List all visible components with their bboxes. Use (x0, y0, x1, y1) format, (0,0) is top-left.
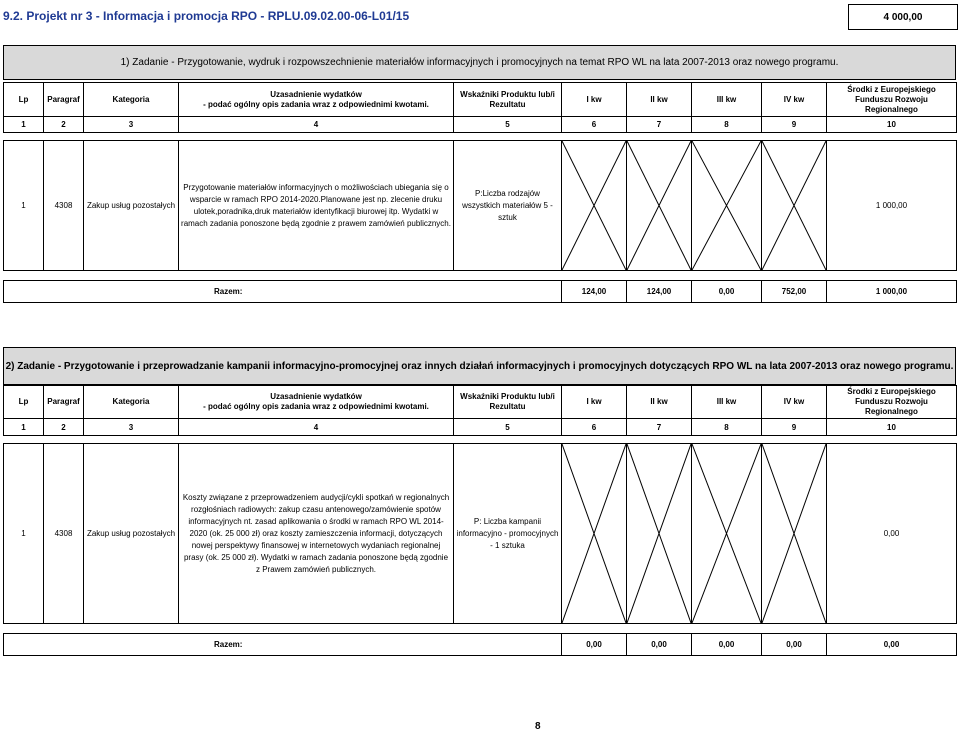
header-wskazniki-line2: Rezultatu (489, 402, 526, 411)
row-opis: Przygotowanie materiałów informacyjnych o możliwościach ubiegania się o wsparcie w ramach RPO 2014-2020.Planowane jest np. zlecenie druku ulotek,poradnika,druk materiałów identyfikacji biurowej itp. Wydatki w ramach zadania ponoszone będą zgodnie z prawem zamówień publicznych. (179, 141, 454, 271)
spacer-row (4, 436, 957, 444)
header-q2: II kw (627, 386, 692, 419)
col-num-10: 10 (827, 117, 957, 133)
header-srodki-line1: Środki z Europejskiego (847, 84, 936, 94)
crossed-cell-q2 (627, 444, 692, 624)
header-q2: II kw (627, 83, 692, 117)
header-kategoria: Kategoria (84, 386, 179, 419)
row-paragraf: 4308 (44, 141, 84, 271)
razem-q4: 752,00 (762, 281, 827, 303)
col-num-5: 5 (454, 419, 562, 436)
header-wskazniki-line2: Rezultatu (489, 99, 526, 109)
header-srodki-line3: Regionalnego (865, 104, 918, 114)
column-number-row (4, 117, 957, 133)
crossed-cell-q1 (562, 444, 627, 624)
header-q4: IV kw (762, 83, 827, 117)
row-kategoria: Zakup usług pozostałych (84, 141, 179, 271)
header-srodki (827, 83, 957, 117)
col-num-2: 2 (44, 419, 84, 436)
header-srodki-line2: Funduszu Rozwoju (855, 94, 928, 104)
header-uzasadnienie-line2: - podać ogólny opis zadania wraz z odpowiednimi kwotami. (203, 99, 429, 109)
spacer-row (4, 624, 957, 634)
task-2-label: 2) Zadanie - Przygotowanie i przeprowadzanie kampanii informacyjno-promocyjnej oraz innych działań informacyjnych i promocyjnych dotyczących RPO WL na lata 2007-2013 oraz nowego programu. (5, 360, 954, 372)
header-q4: IV kw (762, 386, 827, 419)
col-num-1: 1 (4, 419, 44, 436)
header-q1: I kw (562, 83, 627, 117)
header-uzasadnienie-line2: - podać ogólny opis zadania wraz z odpowiednimi kwotami. (203, 402, 429, 411)
col-num-7: 7 (627, 117, 692, 133)
razem-q1: 124,00 (562, 281, 627, 303)
razem-total: 0,00 (827, 634, 957, 656)
header-uzasadnienie-line1: Uzasadnienie wydatków (270, 89, 362, 99)
row-opis: Koszty związane z przeprowadzeniem audycji/cykli spotkań w regionalnych rozgłośniach radiowych: zakup czasu antenowego/zamówienie spotów informacyjnych nt. zasad aplikowania o środki w ramach RPO WL 2014-2020 (ok. 25 000 zł) oraz koszty zamieszczenia informacji, dotyczących nowej perspektywy finansowej w internetowych wydaniach regionalnej prasy (ok. 25 000 zł). Wydatki w ramach zadania ponoszone będą zgodnie z Prawem zamówień publicznych. (179, 444, 454, 624)
razem-q3: 0,00 (692, 281, 762, 303)
col-num-6: 6 (562, 117, 627, 133)
page-number: 8 (535, 721, 541, 732)
header-srodki-line1: Środki z Europejskiego (847, 387, 936, 396)
task-1-banner (3, 45, 956, 80)
header-srodki-line3: Regionalnego (865, 407, 918, 416)
col-num-10: 10 (827, 419, 957, 436)
table-row (4, 444, 957, 624)
razem-q4: 0,00 (762, 634, 827, 656)
col-num-1: 1 (4, 117, 44, 133)
page-title: 9.2. Projekt nr 3 - Informacja i promocja RPO - RPLU.09.02.00-06-L01/15 (3, 9, 410, 23)
header-wskazniki-line1: Wskaźniki Produktu lub/i (460, 392, 555, 401)
col-num-9: 9 (762, 117, 827, 133)
row-kategoria: Zakup usług pozostałych (84, 444, 179, 624)
razem-q3: 0,00 (692, 634, 762, 656)
spacer-row (4, 271, 957, 281)
crossed-cell-q2 (627, 141, 692, 271)
header-paragraf: Paragraf (44, 83, 84, 117)
header-srodki (827, 386, 957, 419)
header-row (4, 386, 957, 419)
header-q3: III kw (692, 386, 762, 419)
col-num-5: 5 (454, 117, 562, 133)
task-1-table (3, 82, 957, 303)
header-uzasadnienie-line1: Uzasadnienie wydatków (270, 392, 362, 401)
crossed-cell-q4 (762, 141, 827, 271)
header-kategoria: Kategoria (84, 83, 179, 117)
header-uzasadnienie (179, 386, 454, 419)
row-wskaznik: P:Liczba rodzajów wszystkich materiałów 5 - sztuk (454, 141, 562, 271)
col-num-9: 9 (762, 419, 827, 436)
crossed-cell-q1 (562, 141, 627, 271)
row-srodki: 1 000,00 (827, 141, 957, 271)
crossed-cell-q3 (692, 141, 762, 271)
col-num-2: 2 (44, 117, 84, 133)
header-lp: Lp (4, 386, 44, 419)
razem-q1: 0,00 (562, 634, 627, 656)
row-paragraf: 4308 (44, 444, 84, 624)
col-num-7: 7 (627, 419, 692, 436)
razem-row (4, 281, 957, 303)
task-1-label: 1) Zadanie - Przygotowanie, wydruk i rozpowszechnienie materiałów informacyjnych i promocyjnych na temat RPO WL na lata 2007-2013 oraz nowego programu. (120, 57, 839, 68)
razem-total: 1 000,00 (827, 281, 957, 303)
razem-row (4, 634, 957, 656)
header-row (4, 83, 957, 117)
task-2-banner (3, 347, 956, 385)
header-q1: I kw (562, 386, 627, 419)
header-srodki-line2: Funduszu Rozwoju (855, 397, 928, 406)
header-paragraf: Paragraf (44, 386, 84, 419)
col-num-4: 4 (179, 419, 454, 436)
col-num-6: 6 (562, 419, 627, 436)
header-lp: Lp (4, 83, 44, 117)
razem-label: Razem: (4, 634, 562, 656)
razem-label: Razem: (4, 281, 562, 303)
razem-q2: 124,00 (627, 281, 692, 303)
col-num-8: 8 (692, 117, 762, 133)
crossed-cell-q3 (692, 444, 762, 624)
column-number-row (4, 419, 957, 436)
row-lp: 1 (4, 444, 44, 624)
header-wskazniki (454, 386, 562, 419)
row-lp: 1 (4, 141, 44, 271)
col-num-8: 8 (692, 419, 762, 436)
header-wskazniki-line1: Wskaźniki Produktu lub/i (460, 89, 555, 99)
col-num-3: 3 (84, 419, 179, 436)
total-amount-box: 4 000,00 (848, 4, 958, 30)
table-row (4, 141, 957, 271)
col-num-3: 3 (84, 117, 179, 133)
razem-q2: 0,00 (627, 634, 692, 656)
spacer-row (4, 133, 957, 141)
col-num-4: 4 (179, 117, 454, 133)
row-wskaznik: P: Liczba kampanii informacyjno - promocyjnych - 1 sztuka (454, 444, 562, 624)
crossed-cell-q4 (762, 444, 827, 624)
row-srodki: 0,00 (827, 444, 957, 624)
header-uzasadnienie (179, 83, 454, 117)
task-2-table (3, 385, 957, 656)
header-wskazniki (454, 83, 562, 117)
header-q3: III kw (692, 83, 762, 117)
